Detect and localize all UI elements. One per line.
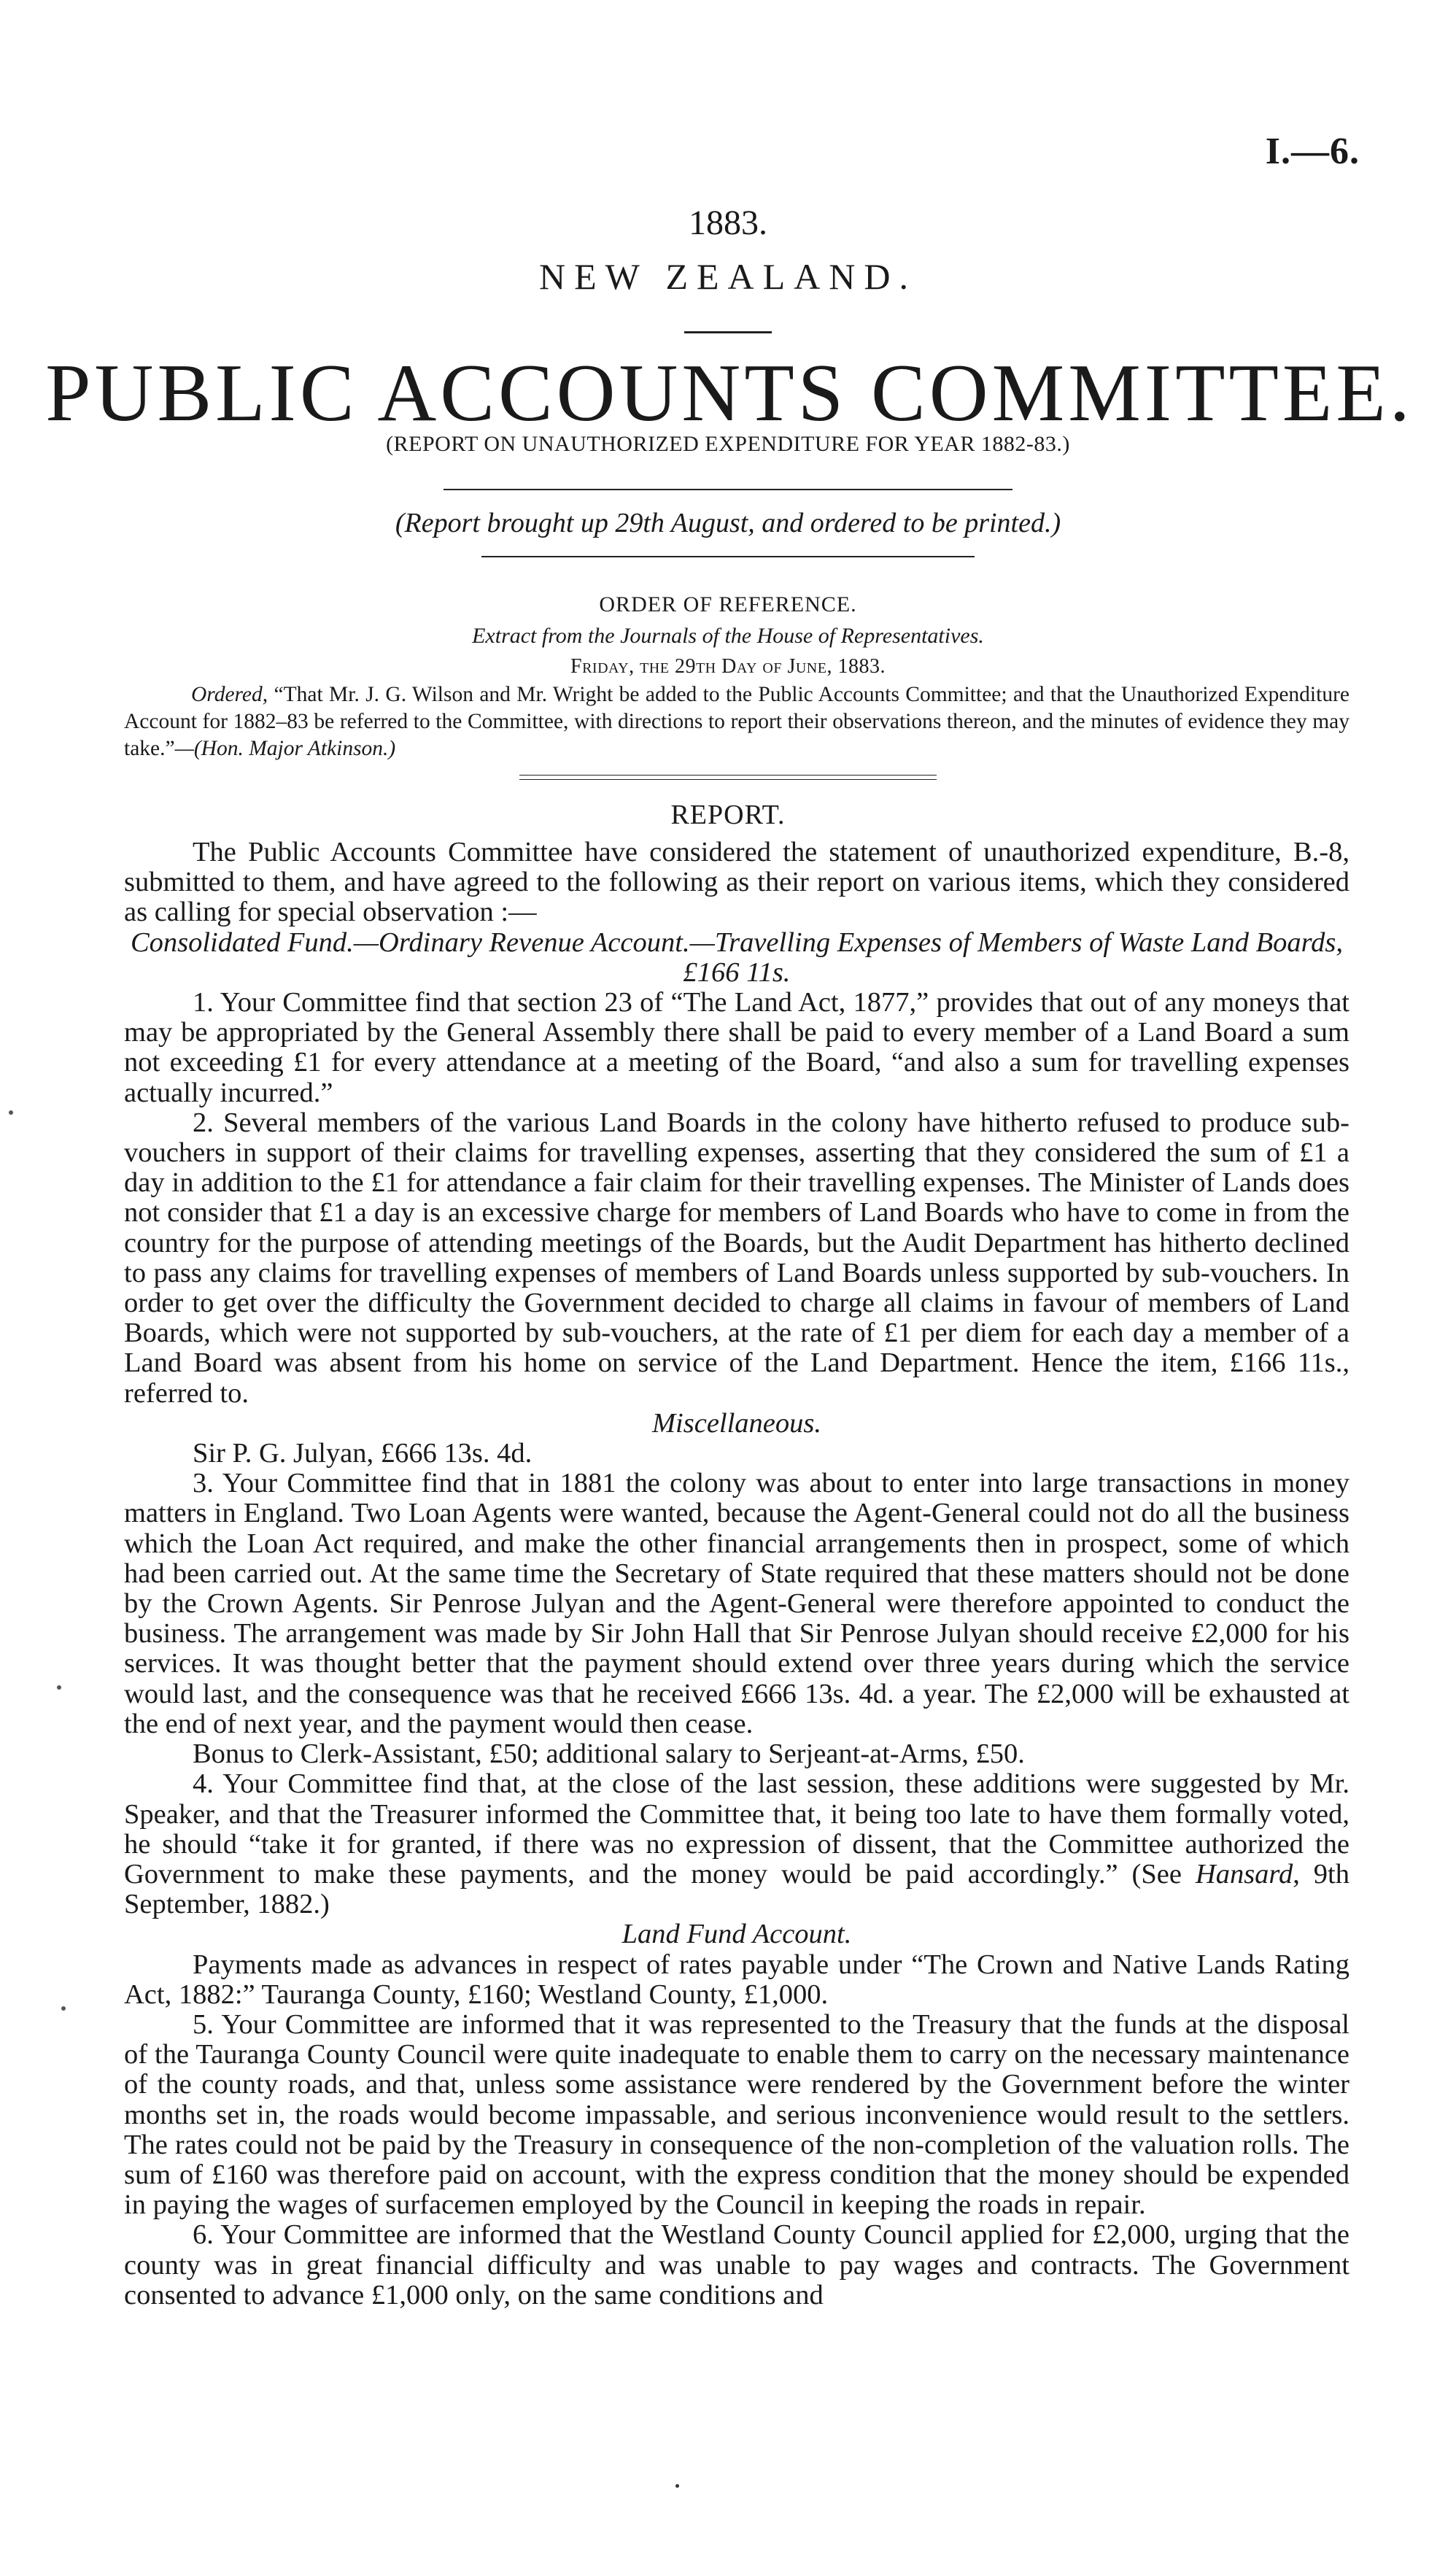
report-body xyxy=(124,838,1349,2310)
item-julyan: Sir P. G. Julyan, £666 13s. 4d. xyxy=(193,1438,533,1469)
paragraph-4-text: 4. Your Committee find that, at the close of the last session, these additions were suggested by Mr. Speaker, and that the Treasurer informed the Committee that, it being too late to have them formally voted, he should “take it for granted, if there was no expression of dissent, that the Committee authorized the Government to make these payments, and the money would be paid accordingly.” (See xyxy=(124,1768,1349,1890)
item-rates-advances: Payments made as advances in respect of rates payable under “The Crown and Native Lands Rating Act, 1882:” Tauranga County, £160; Westland County, £1,000. xyxy=(124,1949,1349,2010)
paragraph-4 xyxy=(124,1769,1349,1919)
ordered-word: Ordered, xyxy=(191,683,268,706)
section-land-fund-heading: Land Fund Account. xyxy=(621,1919,852,1950)
subtitle-rule xyxy=(444,489,1012,490)
paragraph-2: 2. Several members of the various Land Boards in the colony have hitherto refused to produce sub-vouchers in support of their claims for travelling expenses, asserting that they considered the sum of £1 a day in addition to the £1 for attendance a fair claim for their travelling expenses. The Minister of Lands does not consider that £1 a day is an excessive charge for members of Land Boards who have to come in from the country for the purpose of attending meetings of the Boards, but the Audit Department has hitherto declined to pass any claims for travelling expenses of members of Land Boards unless supported by sub-vouchers. In order to get over the difficulty the Government decided to charge all claims in favour of members of Land Boards, which were not supported by sub-vouchers, at the rate of £1 per diem for each day a member of a Land Board was absent from his home on service of the Land Department. Hence the item, £166 11s., referred to. xyxy=(124,1107,1349,1409)
margin-mark xyxy=(9,1110,13,1115)
paragraph-5: 5. Your Committee are informed that it was represented to the Treasury that the funds at the disposal of the Tauranga County Council were quite inadequate to enable them to carry on the necessary maintenance of the county roads, and that, unless some assistance were rendered by the Government before the winter months set in, the roads would become impassable, and serious inconvenience would result to the settlers. The rates could not be paid by the Treasury in consequence of the non-completion of the valuation rolls. The sum of £160 was therefore paid on account, with the express condition that the money should be expended in paying the wages of surfacemen employed by the Council in keeping the roads in repair. xyxy=(124,2008,1349,2221)
order-date: Friday, the 29th Day of June, 1883. xyxy=(570,655,886,678)
order-mover: —(Hon. Major Atkinson.) xyxy=(174,737,396,760)
section-miscellaneous-heading: Miscellaneous. xyxy=(651,1407,821,1439)
order-text xyxy=(124,681,1349,762)
document-title: PUBLIC ACCOUNTS COMMITTEE. xyxy=(45,348,1414,438)
paragraph-3: 3. Your Committee find that in 1881 the colony was about to enter into large transactions in money matters in England. Two Loan Agents were wanted, because the Agent-General could not do all the business which the Loan Act required, and make the other financial arrangements then in prospect, some of which had been carried out. At the same time the Secretary of State required that these matters should not be done by the Crown Agents. Sir Penrose Julyan and the Agent-General were therefore appointed to conduct the business. The arrangement was made by Sir John Hall that Sir Penrose Julyan should receive £2,000 for his services. It was thought better that the payment should extend over three years during which the service would last, and the consequence was that he received £666 13s. 4d. a year. The £2,000 will be exhausted at the end of next year, and the payment would then cease. xyxy=(124,1468,1349,1739)
section-consolidated-fund-heading: Consolidated Fund.—Ordinary Revenue Account.—Travelling Expenses of Members of Waste Land Boards, £166 11s. xyxy=(130,927,1344,988)
item-bonus: Bonus to Clerk-Assistant, £50; additional salary to Serjeant-at-Arms, £50. xyxy=(193,1739,1025,1770)
document-subtitle: (REPORT ON UNAUTHORIZED EXPENDITURE FOR YEAR 1882-83.) xyxy=(386,432,1070,456)
country-heading: NEW ZEALAND. xyxy=(539,256,917,297)
sheet-reference: I.—6. xyxy=(1265,131,1360,172)
report-intro: The Public Accounts Committee have considered the statement of unauthorized expenditure, B.-8, submitted to them, and have agreed to the following as their report on various items, which they considered as calling for special observation :— xyxy=(124,837,1349,928)
brought-up-note: (Report brought up 29th August, and ordered to be printed.) xyxy=(395,508,1061,538)
order-of-reference-heading: ORDER OF REFERENCE. xyxy=(599,592,857,616)
paragraph-1: 1. Your Committee find that section 23 of “The Land Act, 1877,” provides that out of any moneys that may be appropriated by the General Assembly there shall be paid to every member of a Land Board a sum not exceeding £1 for every attendance at a meeting of the Board, “and also a sum for travelling expenses actually incurred.” xyxy=(124,987,1349,1108)
report-double-rule-b xyxy=(519,779,937,780)
report-double-rule-a xyxy=(519,775,937,776)
title-rule-top xyxy=(684,331,772,333)
page-bottom-dot xyxy=(675,2484,679,2488)
margin-mark xyxy=(61,2006,66,2011)
margin-mark xyxy=(57,1685,61,1690)
journal-extract-line: Extract from the Journals of the House of Representatives. xyxy=(472,624,984,648)
document-year: 1883. xyxy=(689,204,767,242)
brought-up-rule xyxy=(481,556,975,557)
order-body: “That Mr. J. G. Wilson and Mr. Wright be added to the Public Accounts Committee; and that the Unauthorized Expenditure Account for 1882–83 be referred to the Committee, with directions to report their observations thereon, and the minutes of evidence they may take.” xyxy=(124,683,1349,760)
report-heading: REPORT. xyxy=(670,800,786,830)
paragraph-6: 6. Your Committee are informed that the Westland County Council applied for £2,000, urging that the county was in great financial difficulty and was unable to pay wages and contracts. The Government consented to advance £1,000 only, on the same conditions and xyxy=(124,2219,1349,2310)
hansard-reference: Hansard xyxy=(1195,1858,1293,1890)
paragraph-4-date: , 9th September, 1882.) xyxy=(124,1858,1349,1920)
